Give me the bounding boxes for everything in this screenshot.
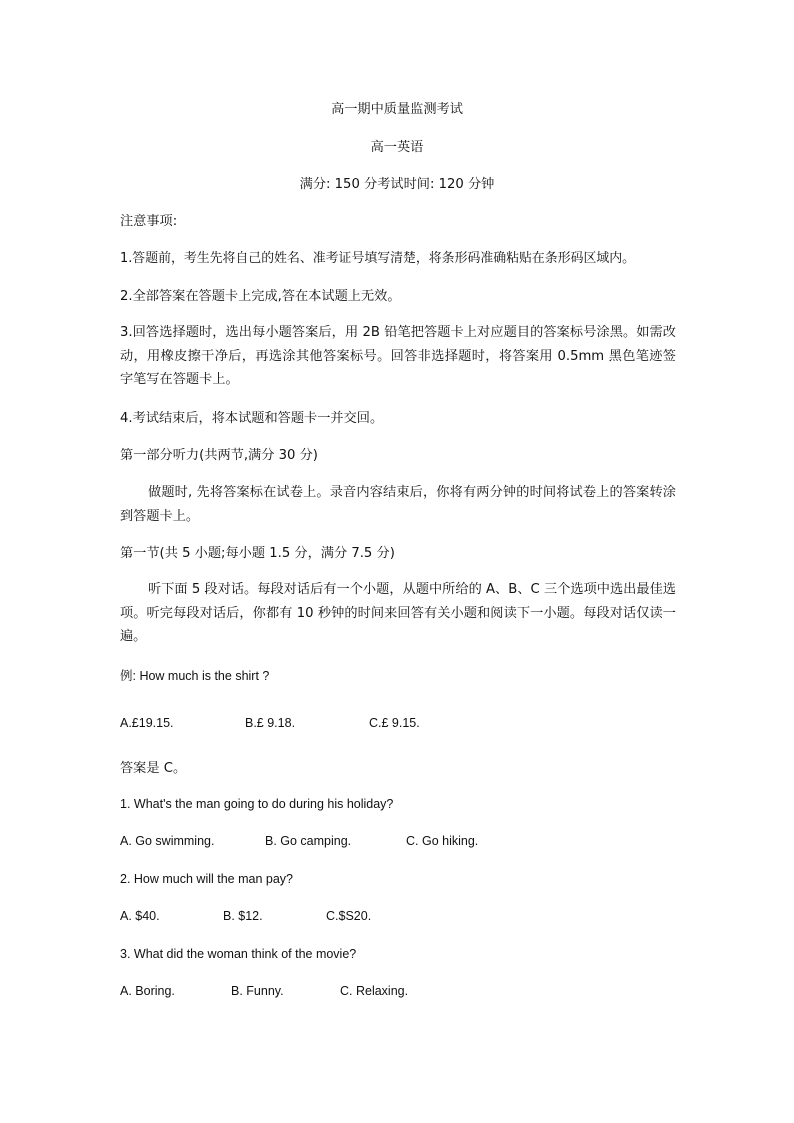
notice-item-1: 1.答题前，考生先将自己的姓名、准考证号填写清楚，将条形码准确粘贴在条形码区域内。 [120, 251, 636, 266]
exam-title: 高一期中质量监测考试 [331, 102, 463, 117]
subject-title: 高一英语 [370, 140, 424, 155]
question-3: 3. What did the woman think of the movie? [120, 947, 357, 961]
example-option-b: B.£ 9.18. [245, 716, 296, 730]
question-2-option-b: B. $12. [223, 909, 263, 923]
question-1-option-c: C. Go hiking. [406, 834, 479, 848]
score-time-line: 满分: 150 分考试时间: 120 分钟 [299, 177, 495, 192]
notice-item-2: 2.全部答案在答题卡上完成,答在本试题上无效。 [120, 289, 401, 304]
notice-heading: 注意事项: [120, 214, 178, 229]
example-option-c: C.£ 9.15. [369, 716, 420, 730]
notice-item-3: 3.回答选择题时，选出每小题答案后，用 2B 铅笔把答题卡上对应题目的答案标号涂黑。如需改动，用橡皮擦干净后，再选涂其他答案标号。回答非选择题时，将答案用 0.5mm 黑色笔迹签字笔写在答题卡上。 [120, 325, 676, 387]
question-1: 1. What's the man going to do during his holiday? [120, 797, 394, 811]
question-3-option-a: A. Boring. [120, 984, 175, 998]
example-question: 例: How much is the shirt ? [120, 669, 270, 683]
question-3-option-b: B. Funny. [231, 984, 284, 998]
question-1-option-b: B. Go camping. [265, 834, 352, 848]
question-3-option-c: C. Relaxing. [340, 984, 409, 998]
question-2-option-c: C.$S20. [326, 909, 372, 923]
question-2: 2. How much will the man pay? [120, 872, 293, 886]
question-2-option-a: A. $40. [120, 909, 160, 923]
part1-instruction: 做题时, 先将答案标在试卷上。录音内容结束后，你将有两分钟的时间将试卷上的答案转涂到答题卡上。 [120, 485, 676, 524]
section1-heading: 第一节(共 5 小题;每小题 1.5 分，满分 7.5 分) [120, 546, 395, 561]
example-option-a: A.£19.15. [120, 716, 174, 730]
example-answer: 答案是 C。 [120, 761, 187, 776]
section1-instruction: 听下面 5 段对话。每段对话后有一个小题，从题中所给的 A、B、C 三个选项中选出最佳选项。听完每段对话后，你都有 10 秒钟的时间来回答有关小题和阅读下一小题。每段对话仅读一遍。 [120, 582, 676, 644]
notice-item-4: 4.考试结束后，将本试题和答题卡一并交回。 [120, 411, 384, 426]
question-1-option-a: A. Go swimming. [120, 834, 215, 848]
part1-heading: 第一部分听力(共两节,满分 30 分) [120, 448, 318, 463]
